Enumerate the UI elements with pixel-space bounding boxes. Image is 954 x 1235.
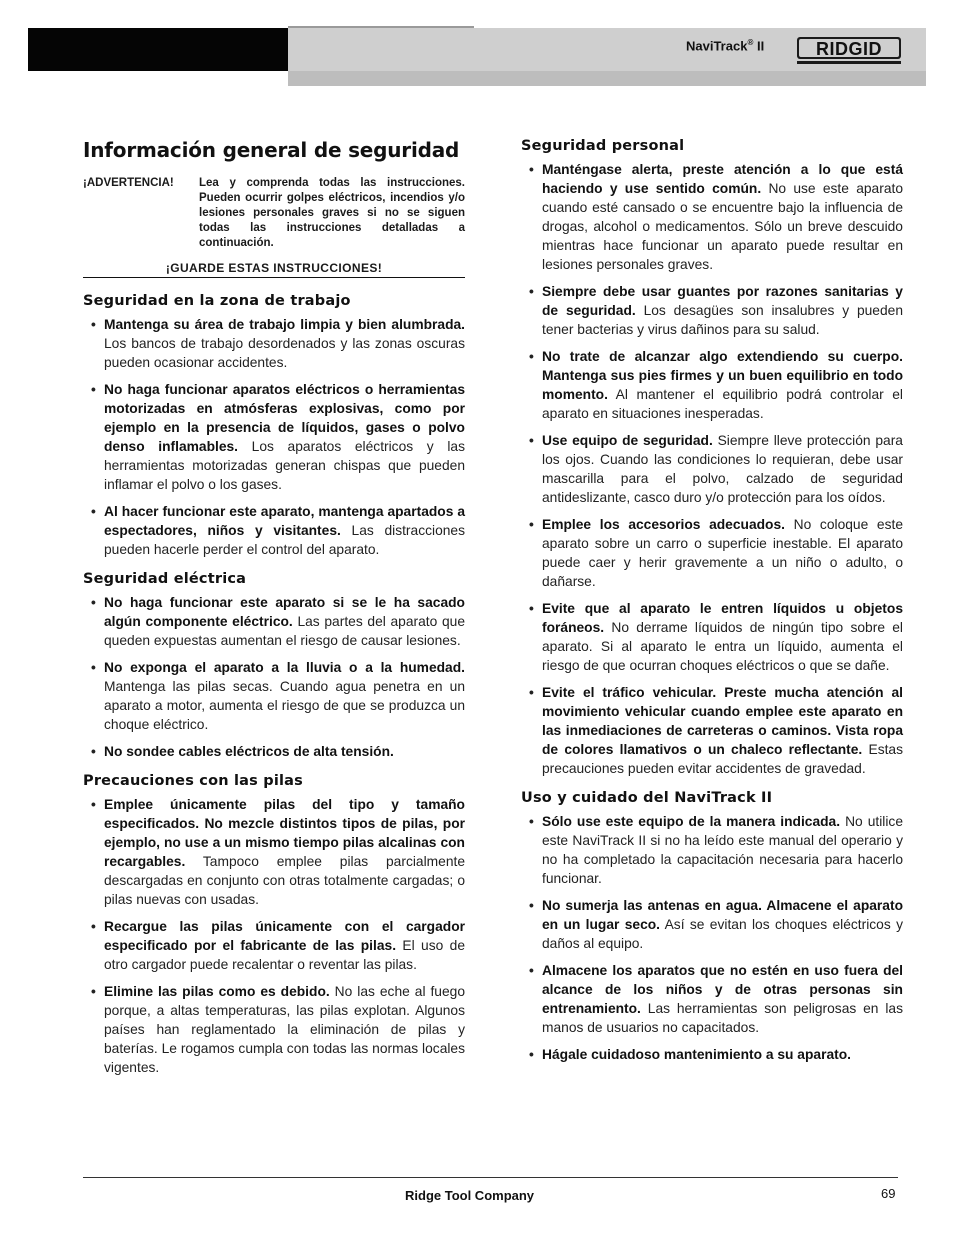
list-item-bold: No trate de alcanzar algo extendiendo su cuerpo. Mantenga sus pies firmes y un buen equilibrio en todo momento. <box>542 349 903 402</box>
page-title: Información general de seguridad <box>83 138 460 162</box>
list-item-bold: Al hacer funcionar este aparato, mantenga apartados a espectadores, niños y visitantes. <box>104 504 465 538</box>
list-item-bold: No sondee cables eléctricos de alta tensión. <box>104 744 394 759</box>
list-item <box>521 896 903 953</box>
bullet-list <box>521 160 903 778</box>
list-item <box>521 599 903 675</box>
list-item <box>83 795 465 909</box>
list-item-text: Los bancos de trabajo desordenados y las zonas oscuras pueden ocasionar accidentes. <box>104 336 465 370</box>
section-heading: Seguridad eléctrica <box>83 571 247 587</box>
section <box>521 138 903 778</box>
warning-text: Lea y comprenda todas las instrucciones. Pueden ocurrir golpes eléctricos, incendios y/o lesiones personales graves si no se siguen todas las instrucciones detalladas a continuación. <box>199 177 465 249</box>
list-item <box>521 160 903 274</box>
list-item-text: No utilice este NaviTrack II si no ha leído este manual del operario y no ha completado la capacitación necesaria para hacerlo funcionar. <box>542 814 903 886</box>
list-item-bold: Sólo use este equipo de la manera indicada. <box>542 814 841 829</box>
right-sections <box>521 138 903 1064</box>
list-item-bold: Use equipo de seguridad. <box>542 433 713 448</box>
bullet-list <box>83 593 465 761</box>
list-item <box>521 1045 903 1064</box>
list-item-bold: No haga funcionar este aparato si se le ha sacado algún componente eléctrico. <box>104 595 465 629</box>
right-column <box>521 138 903 1076</box>
list-item <box>83 917 465 974</box>
list-item-bold: Evite el tráfico vehicular. Preste mucha atención al movimiento vehicular cuando emplee este aparato en las inmediaciones de carreteras o caminos. Vista ropa de colores llamativos o un chaleco reflectante. <box>542 685 903 757</box>
list-item-text: Las herramientas son peligrosas en las manos de usuarios no capacitados. <box>542 1001 903 1035</box>
list-item <box>521 515 903 591</box>
list-item-text: No las eche al fuego porque, a altas temperaturas, las pilas explotan. Algunos países han reglamentado la eliminación de pilas y baterías. Le rogamos cumpla con todas las normas locales vigentes. <box>104 984 465 1075</box>
list-item <box>83 742 465 761</box>
page-number: 69 <box>881 1186 896 1201</box>
list-item-text: Al mantener el equilibrio podrá controlar el aparato en situaciones inesperadas. <box>542 387 903 421</box>
keep-instructions: ¡GUARDE ESTAS INSTRUCCIONES! <box>83 261 465 278</box>
list-item-text: No coloque este aparato sobre un carro o superficie inestable. El aparato puede caer y herir gravemente a un niño o adulto, o dañarse. <box>542 517 903 589</box>
section-heading: Seguridad personal <box>521 138 685 154</box>
list-item-bold: No haga funcionar aparatos eléctricos o herramientas motorizadas en atmósferas explosivas, como por ejemplo en la presencia de líquidos, gases o polvo denso inflamables. <box>104 382 465 454</box>
list-item-bold: No sumerja las antenas en agua. Almacene el aparato en un lugar seco. <box>542 898 903 932</box>
list-item-bold: Elimine las pilas como es debido. <box>104 984 330 999</box>
list-item-bold: Mantenga su área de trabajo limpia y bien alumbrada. <box>104 317 465 332</box>
list-item-text: Las partes del aparato que queden expuestas aumentan el riesgo de causar lesiones. <box>104 614 465 648</box>
list-item-text: Estas precauciones pueden evitar accidentes de gravedad. <box>542 742 904 776</box>
list-item-text: Las distracciones pueden hacerle perder el control del aparato. <box>104 523 465 557</box>
header-shadow-band <box>288 71 926 86</box>
footer-company: Ridge Tool Company <box>405 1188 535 1203</box>
product-name <box>686 38 764 53</box>
bullet-list <box>521 812 903 1064</box>
header-black-band <box>28 28 288 71</box>
list-item <box>521 347 903 423</box>
section <box>83 773 465 1077</box>
svg-text:RIDGID: RIDGID <box>816 39 882 59</box>
section-heading: Seguridad en la zona de trabajo <box>83 293 351 309</box>
section-heading: Precauciones con las pilas <box>83 773 303 789</box>
list-item <box>521 683 903 778</box>
list-item <box>83 380 465 494</box>
bullet-list <box>83 315 465 559</box>
list-item <box>83 502 465 559</box>
list-item-bold: Recargue las pilas únicamente con el cargador especificado por el fabricante de las pilas. <box>104 919 465 953</box>
list-item-text: No use este aparato cuando esté cansado o se encuentre bajo la influencia de drogas, alcohol o medicamentos. Sólo un breve descuido mientras hace funcionar un aparato puede resultar en lesiones personales graves. <box>542 181 903 272</box>
section <box>521 790 903 1064</box>
list-item <box>83 658 465 734</box>
list-item-text: Tampoco emplee pilas parcialmente descargadas en conjunto con otras totalmente cargadas; o pilas nuevas con usadas. <box>104 854 465 907</box>
product-suffix: II <box>753 38 765 54</box>
list-item-bold: Siempre debe usar guantes por razones sanitarias y de seguridad. <box>542 284 903 318</box>
list-item-bold: Hágale cuidadoso mantenimiento a su aparato. <box>542 1047 851 1062</box>
bullet-list <box>83 795 465 1077</box>
left-column <box>83 138 465 1089</box>
list-item-bold: Almacene los aparatos que no estén en uso fuera del alcance de los niños y de otras personas sin entrenamiento. <box>542 963 903 1016</box>
list-item-bold: Manténgase alerta, preste atención a lo que está haciendo y use sentido común. <box>542 162 903 196</box>
left-sections <box>83 293 465 1077</box>
list-item-bold: Emplee los accesorios adecuados. <box>542 517 785 532</box>
list-item-bold: No exponga el aparato a la lluvia o a la humedad. <box>104 660 465 675</box>
list-item-text: Mantenga las pilas secas. Cuando agua penetra en un aparato a motor, aumenta el riesgo de que se produzca un choque eléctrico. <box>104 679 465 732</box>
warning-block <box>83 176 465 251</box>
warning-label: ¡ADVERTENCIA! <box>83 177 174 189</box>
list-item-bold: Emplee únicamente pilas del tipo y tamaño especificados. No mezcle distintos tipos de pilas, por ejemplo, no use a un mismo tiempo pilas alcalinas con recargables. <box>104 797 465 869</box>
list-item-text: Los aparatos eléctricos y las herramientas motorizadas generan chispas que pueden inflamar el polvo o los gases. <box>104 439 465 492</box>
section-heading: Uso y cuidado del NaviTrack II <box>521 790 773 806</box>
product-reg-mark: ® <box>747 38 754 47</box>
list-item-text: No derrame líquidos de ningún tipo sobre el aparato. Si al aparato le entra un líquido, aumenta el riesgo de que ocurran choques eléctricos o que se dañe. <box>542 620 903 673</box>
list-item <box>521 282 903 339</box>
list-item-text: Siempre lleve protección para los ojos. Cuando las condiciones lo requieran, debe usar mascarilla para el polvo, calzado de seguridad antideslizante, casco duro y/o protección para los oídos. <box>542 433 903 505</box>
list-item <box>521 431 903 507</box>
ridgid-logo <box>797 35 901 65</box>
list-item <box>521 961 903 1037</box>
list-item <box>83 593 465 650</box>
list-item <box>521 812 903 888</box>
section <box>83 571 465 761</box>
list-item-bold: Evite que al aparato le entren líquidos u objetos foráneos. <box>542 601 903 635</box>
footer-rule <box>83 1177 898 1178</box>
product-name-text: NaviTrack <box>686 38 748 54</box>
list-item-text: Así se evitan los choques eléctricos y daños al equipo. <box>542 917 903 951</box>
list-item-text: Los desagües son insalubres y pueden tener bacterias y virus dañinos para su salud. <box>542 303 904 337</box>
section <box>83 293 465 559</box>
list-item <box>83 315 465 372</box>
list-item <box>83 982 465 1077</box>
list-item-text: El uso de otro cargador puede recalentar o reventar las pilas. <box>104 938 465 972</box>
